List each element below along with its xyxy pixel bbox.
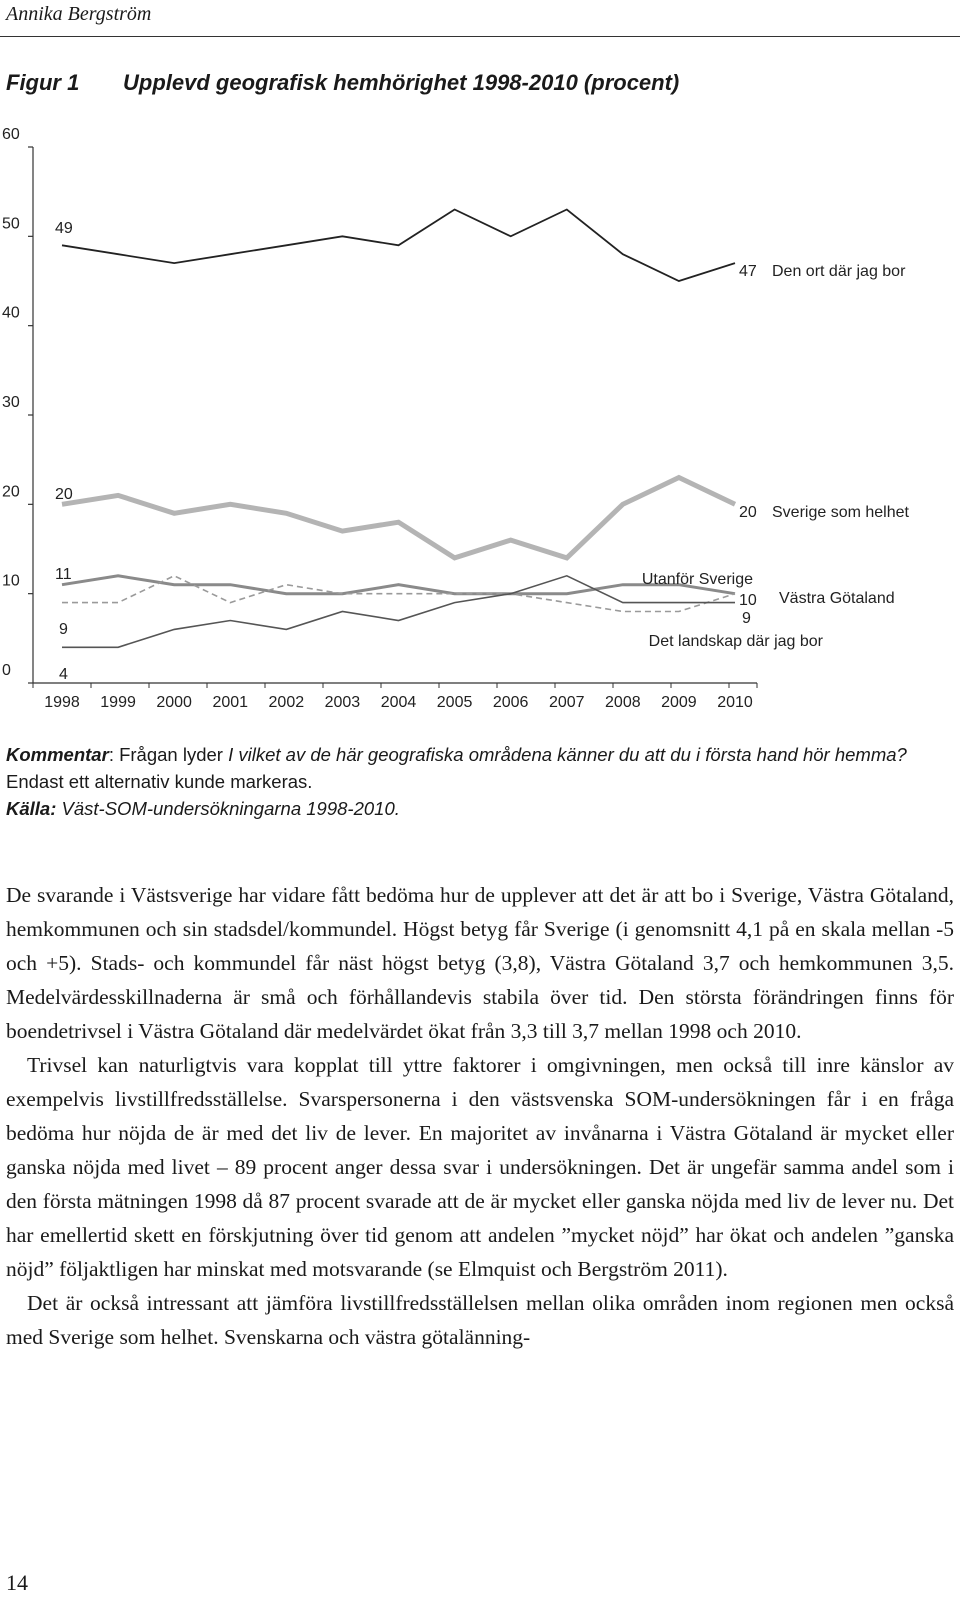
source-line — [6, 795, 956, 822]
survey-question: I vilket av de här geografiska områdena känner du att du i första hand hör hemma? — [228, 744, 907, 765]
series-line-sverige-som-helhet — [62, 478, 735, 558]
y-tick-label: 50 — [2, 215, 20, 233]
page-number: 14 — [6, 1570, 28, 1595]
body-text — [6, 878, 954, 1354]
chart-labels — [55, 220, 910, 683]
x-tick-label: 1999 — [100, 694, 136, 711]
series-name-label: Sverige som helhet — [772, 504, 909, 521]
series-name-label: Västra Götaland — [779, 590, 895, 607]
paragraph-3: Det är också intressant att jämföra livstillfredsställelsen mellan olika områden inom regionen men också med Sverige som helhet. Svenskarna och västra götalänning- — [6, 1291, 954, 1349]
y-tick-label: 60 — [2, 126, 20, 143]
y-tick-label: 10 — [2, 572, 20, 590]
comment-label: Kommentar — [6, 744, 109, 765]
source-text: Väst-SOM-undersökningarna 1998-2010. — [56, 798, 400, 819]
x-tick-label: 2004 — [380, 694, 417, 711]
y-tick-label: 20 — [2, 483, 20, 501]
x-tick-label: 2007 — [548, 694, 585, 711]
data-label-end: 47 — [739, 263, 757, 280]
paragraph-2: Trivsel kan naturligtvis vara kopplat till yttre faktorer i omgivningen, men också till inre känslor av exempelvis livstillfredsställelse. Svarspersonerna i den västsvenska SOM-undersökningen får i en fråga bedöma hur nöjda de är med det liv de lever. En majoritet av invånarna i Västra Götaland är mycket eller ganska nöjda med livet – 89 procent anger dessa svar i undersökningen. Det är ungefär samma andel som i den första mätningen 1998 då 87 procent svarade att de är mycket eller ganska nöjda med liv de lever nu. Det har emellertid skett en förskjutning över tid genom att andelen ”mycket nöjd” har ökat och andelen ”ganska nöjd” följaktligen har minskat med motsvarande (se Elmquist och Bergström 2011). — [6, 1053, 954, 1281]
series-name-label: Utanför Sverige — [641, 571, 753, 588]
figure-title: Upplevd geografisk hemhörighet 1998-2010 (procent) — [123, 70, 680, 95]
source-label: Källa: — [6, 798, 57, 819]
y-tick-label: 40 — [2, 304, 20, 322]
figure-label: Figur 1 — [6, 70, 80, 95]
x-tick-label: 2001 — [212, 694, 249, 711]
series-name-label: Den ort där jag bor — [772, 263, 906, 280]
paragraph-1: De svarande i Västsverige har vidare fått bedöma hur de upplever att det är att bo i Sverige, Västra Götaland, hemkommunen och sin stadsdel/kommundel. Högst betyg får Sverige (i genomsnitt 4,1 på en skala mellan -5 och +5). Stads- och kommundel får näst högst betyg (3,8), Västra Götaland 3,7 och hemkommunen 3,5. Medelvärdesskillnaderna är små och förhållandevis stabila över tid. Den största förändringen finns för boendetrivsel i Västra Götaland där medelvärdet ökat från 3,3 till 3,7 mellan 1998 och 2010. — [6, 883, 954, 1043]
data-label-start: 11 — [55, 566, 72, 583]
series-line-det-landskap-där-jag-bor — [62, 576, 735, 648]
y-tick-label: 0 — [2, 662, 11, 679]
line-chart — [0, 120, 960, 720]
data-label-end: 10 — [739, 592, 757, 609]
x-tick-label: 2002 — [268, 694, 305, 711]
comment-tail: Endast ett alternativ kunde markeras. — [6, 771, 313, 792]
chart-series — [62, 210, 735, 648]
data-label-end: 20 — [739, 504, 757, 521]
comment-lead: : Frågan lyder — [108, 744, 229, 765]
data-label-end: 9 — [742, 610, 751, 627]
series-line-västra-götaland — [62, 576, 735, 594]
data-label-start: 20 — [55, 486, 73, 503]
data-label-start: 9 — [59, 621, 68, 638]
x-tick-label: 2009 — [661, 694, 697, 711]
running-header-author: Annika Bergström — [6, 3, 152, 25]
x-tick-label: 1998 — [44, 694, 80, 711]
series-line-den-ort-där-jag-bor — [62, 210, 735, 282]
x-tick-label: 2008 — [605, 694, 641, 711]
x-tick-label: 2005 — [436, 694, 473, 711]
chart-axes — [2, 126, 757, 711]
series-line-utanför-sverige — [62, 576, 735, 612]
figure-notes — [6, 741, 956, 822]
x-tick-label: 2000 — [156, 694, 192, 711]
header-divider — [0, 36, 960, 37]
x-tick-label: 2006 — [492, 694, 529, 711]
x-tick-label: 2003 — [324, 694, 361, 711]
data-label-start: 49 — [55, 220, 73, 237]
comment-line — [6, 741, 956, 795]
y-tick-label: 30 — [2, 394, 20, 411]
x-tick-label: 2010 — [717, 694, 753, 711]
series-name-label: Det landskap där jag bor — [648, 633, 823, 650]
data-label-start: 4 — [59, 666, 68, 683]
